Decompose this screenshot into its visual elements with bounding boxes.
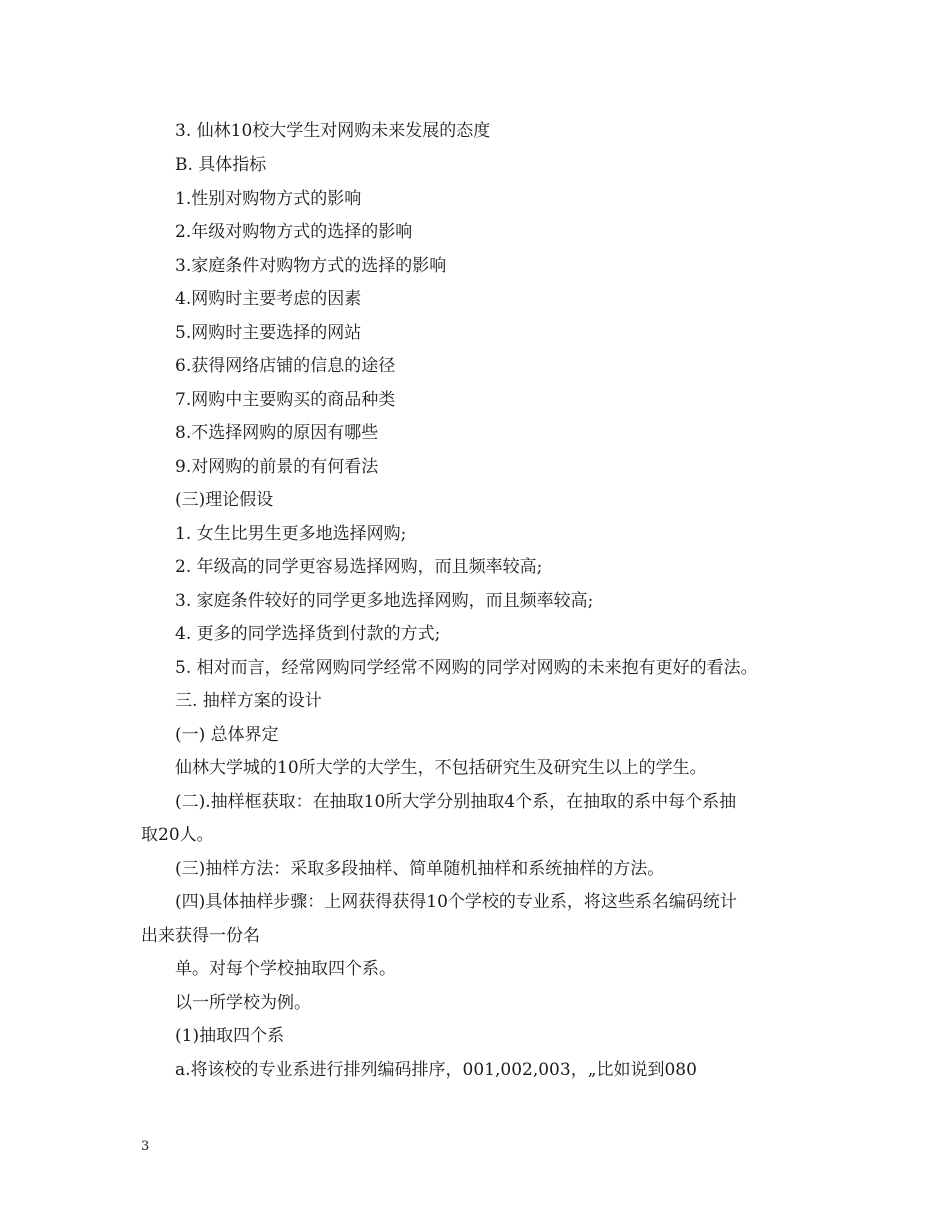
text-line: 1.性别对购物方式的影响 [175, 189, 362, 209]
section-heading: (三)理论假设 [175, 490, 274, 510]
text-line: 3. 家庭条件较好的同学更多地选择网购，而且频率较高; [175, 591, 594, 611]
text-line: a.将该校的专业系进行排列编码排序，001,002,003，„比如说到080 [175, 1060, 697, 1080]
section-heading: (一) 总体界定 [175, 725, 279, 745]
text-line: 单。对每个学校抽取四个系。 [175, 959, 396, 979]
text-line: 6.获得网络店铺的信息的途径 [175, 356, 396, 376]
text-line: (1)抽取四个系 [175, 1026, 285, 1046]
text-line: 出来获得一份名 [141, 926, 260, 946]
text-line: 3.家庭条件对购物方式的选择的影响 [175, 256, 447, 276]
text-line: B. 具体指标 [175, 155, 267, 175]
text-line: (二).抽样框获取：在抽取10所大学分别抽取4个系，在抽取的系中每个系抽 [175, 792, 737, 812]
text-line: 5.网购时主要选择的网站 [175, 323, 362, 343]
text-line: 8.不选择网购的原因有哪些 [175, 423, 379, 443]
page-number: 3 [141, 1139, 150, 1154]
text-line: 取20人。 [141, 825, 214, 845]
text-line: 5. 相对而言，经常网购同学经常不网购的同学对网购的未来抱有更好的看法。 [175, 658, 758, 678]
text-line: 4.网购时主要考虑的因素 [175, 289, 362, 309]
text-line: 4. 更多的同学选择货到付款的方式; [175, 624, 441, 644]
text-line: 3. 仙林10校大学生对网购未来发展的态度 [175, 121, 491, 141]
text-line: (四)具体抽样步骤：上网获得获得10个学校的专业系，将这些系名编码统计 [175, 892, 737, 912]
text-line: 7.网购中主要购买的商品种类 [175, 390, 396, 410]
text-line: 以一所学校为例。 [175, 993, 311, 1013]
text-line: 仙林大学城的10所大学的大学生，不包括研究生及研究生以上的学生。 [175, 758, 707, 778]
text-line: (三)抽样方法：采取多段抽样、简单随机抽样和系统抽样的方法。 [175, 859, 665, 879]
text-line: 9.对网购的前景的有何看法 [175, 457, 379, 477]
text-line: 1. 女生比男生更多地选择网购; [175, 524, 407, 544]
section-heading: 三. 抽样方案的设计 [175, 691, 322, 711]
text-line: 2.年级对购物方式的选择的影响 [175, 222, 413, 242]
text-line: 2. 年级高的同学更容易选择网购，而且频率较高; [175, 557, 543, 577]
